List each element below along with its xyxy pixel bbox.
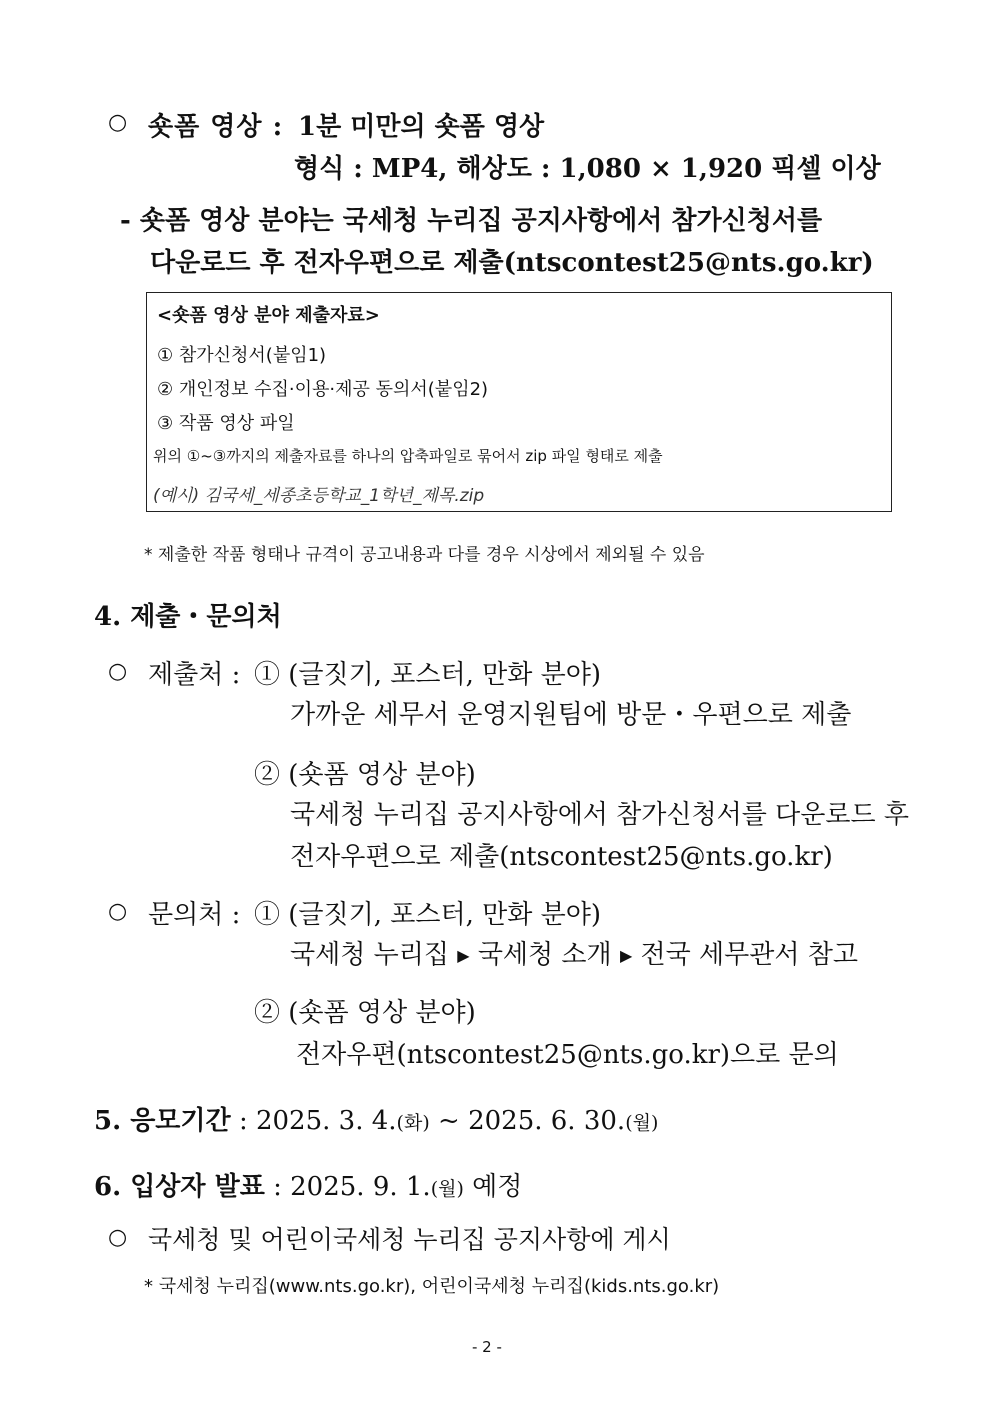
submission-materials-box	[146, 292, 892, 512]
footnote-websites: * 국세청 누리집(www.nts.go.kr), 어린이국세청 누리집(kids.nts.go.kr)	[144, 1276, 720, 1297]
announce-line: 국세청 및 어린이국세청 누리집 공지사항에 게시	[148, 1225, 671, 1254]
period-start-date: 2025. 3. 4.	[255, 1106, 397, 1136]
section6-title: 6. 입상자 발표	[94, 1172, 265, 1202]
inquiry-b-head: ② (숏폼 영상 분야)	[254, 998, 476, 1028]
box-note: 위의 ①~③까지의 제출자료를 하나의 압축파일로 묶어서 zip 파일 형태로 제출	[153, 447, 663, 465]
inquiry-b-body: 전자우편(ntscontest25@nts.go.kr)으로 문의	[296, 1040, 839, 1070]
submit-label: 제출처 :	[148, 660, 241, 690]
bullet-circle: ○	[108, 659, 128, 684]
section5-title: 5. 응모기간	[94, 1106, 231, 1136]
arrow-right-icon: ▶	[619, 946, 633, 965]
shortform-label: 숏폼 영상 :	[148, 112, 284, 142]
inquiry-a-body-part2: 국세청 소개	[477, 940, 612, 970]
box-item: ① 참가신청서(붙임1)	[157, 345, 327, 366]
box-item: ② 개인정보 수집·이용·제공 동의서(붙임2)	[157, 379, 489, 400]
period-start-day: (화)	[396, 1112, 430, 1134]
arrow-right-icon: ▶	[457, 946, 470, 965]
inquiry-a-body-part3: 전국 세무관서 참고	[640, 940, 858, 970]
shortform-line2: 형식 : MP4, 해상도 : 1,080 × 1,920 픽셀 이상	[294, 154, 881, 184]
submit-a-head: ① (글짓기, 포스터, 만화 분야)	[254, 660, 602, 690]
footnote-disqualify: * 제출한 작품 형태나 규격이 공고내용과 다를 경우 시상에서 제외될 수 있음	[144, 545, 705, 565]
page-number: - 2 -	[472, 1338, 502, 1356]
bullet-circle: ○	[108, 1225, 128, 1250]
shortform-dash-line2: 다운로드 후 전자우편으로 제출(ntscontest25@nts.go.kr)	[150, 248, 874, 278]
inquiry-label: 문의처 :	[148, 900, 241, 930]
section4-title: 4. 제출・문의처	[94, 602, 282, 632]
inquiry-a-head: ① (글짓기, 포스터, 만화 분야)	[254, 900, 602, 930]
period-end-day: (월)	[625, 1112, 659, 1134]
submit-b-body1: 국세청 누리집 공지사항에서 참가신청서를 다운로드 후	[290, 800, 909, 830]
box-example: (예시) 김국세_세종초등학교_1학년_제목.zip	[153, 486, 485, 506]
inquiry-a-body	[290, 934, 858, 971]
inquiry-a-body-part1: 국세청 누리집	[290, 940, 449, 970]
shortform-dash-line1: - 숏폼 영상 분야는 국세청 누리집 공지사항에서 참가신청서를	[120, 206, 823, 236]
section6-line	[94, 1166, 522, 1203]
separator: :	[273, 1172, 282, 1202]
bullet-circle: ○	[108, 110, 128, 135]
box-item: ③ 작품 영상 파일	[157, 413, 295, 434]
submit-b-head: ② (숏폼 영상 분야)	[254, 760, 476, 790]
submit-b-body2: 전자우편으로 제출(ntscontest25@nts.go.kr)	[290, 842, 833, 872]
section5-line	[94, 1100, 658, 1137]
submit-a-body: 가까운 세무서 운영지원팀에 방문・우편으로 제출	[290, 700, 852, 730]
announce-date: 2025. 9. 1.	[290, 1172, 431, 1202]
announce-suffix: 예정	[472, 1172, 523, 1202]
box-title: <숏폼 영상 분야 제출자료>	[157, 305, 380, 326]
separator: :	[238, 1106, 248, 1136]
shortform-line1: 1분 미만의 숏폼 영상	[298, 112, 545, 142]
period-end-date: 2025. 6. 30.	[468, 1106, 626, 1136]
announce-day: (월)	[430, 1178, 464, 1200]
bullet-circle: ○	[108, 899, 128, 924]
tilde: ~	[438, 1106, 460, 1136]
